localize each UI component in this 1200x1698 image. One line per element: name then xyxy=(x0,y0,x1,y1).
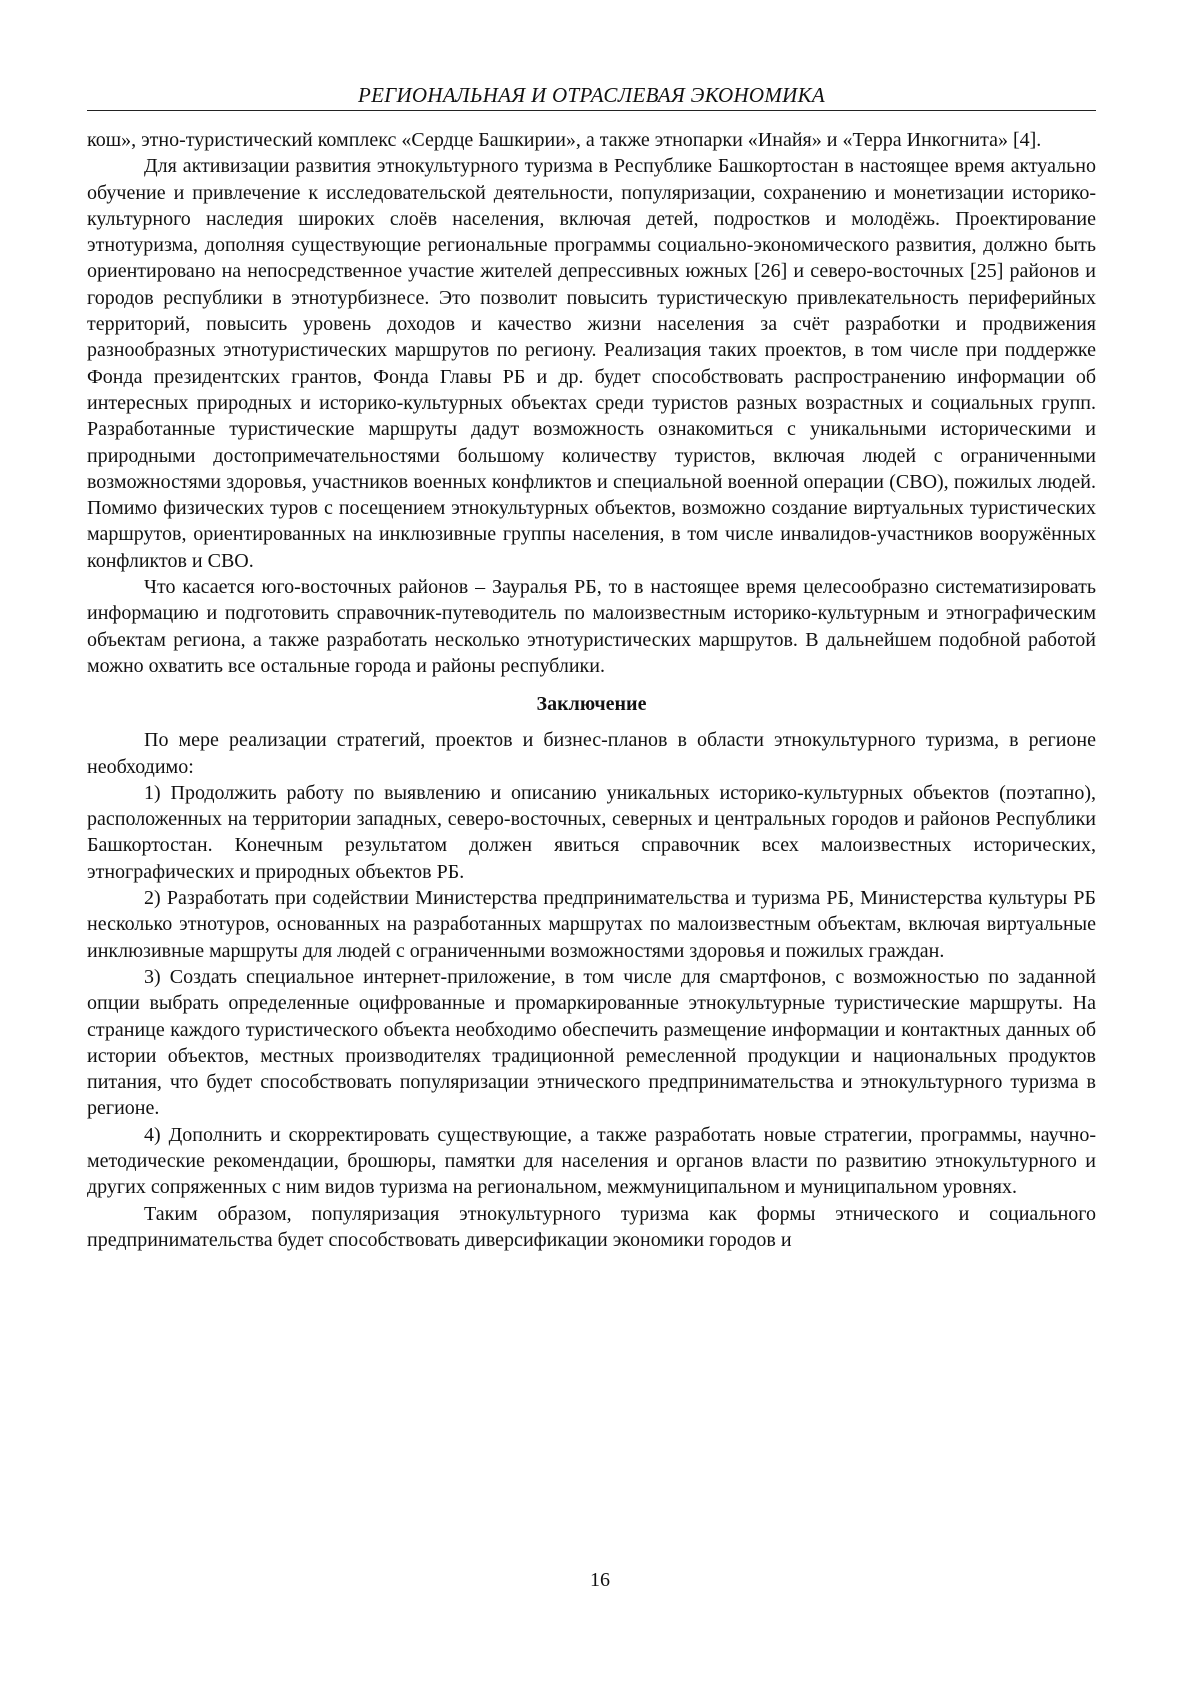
conclusion-item-3: 3) Создать специальное интернет-приложение, в том числе для смартфонов, с возможностью по заданной опции выбрать определенные оцифрованные и промаркированные этнокультурные туристические маршруты. На странице каждого туристического объекта необходимо обеспечить размещение информации и контактных данных об истории объектов, местных производителях традиционной ремесленной продукции и национальных продуктов питания, что будет способствовать популяризации этнического предпринимательства и этнокультурного туризма в регионе. xyxy=(87,964,1096,1122)
conclusion-intro: По мере реализации стратегий, проектов и бизнес-планов в области этнокультурного туризма, в регионе необходимо: xyxy=(87,727,1096,780)
page-number: 16 xyxy=(0,1568,1200,1592)
section-heading-conclusion: Заключение xyxy=(87,691,1096,717)
paragraph-trans-urals: Что касается юго-восточных районов – Зауралья РБ, то в настоящее время целесообразно систематизировать информацию и подготовить справочник-путеводитель по малоизвестным историко-культурным и этнографическим объектам региона, а также разработать несколько этнотуристических маршрутов. В дальнейшем подобной работой можно охватить все осталь­ные города и районы республики. xyxy=(87,574,1096,679)
article-body xyxy=(87,127,1096,1253)
conclusion-closing: Таким образом, популяризация этнокультурного туризма как формы этнического и социального предпринимательства будет способствовать диверсификации экономики городов и xyxy=(87,1201,1096,1254)
paragraph-ethnotourism-activation: Для активизации развития этнокультурного туризма в Республике Башкортостан в настоящее время актуально обучение и привлечение к исследовательской деятельности, популяризации, сохранению и монетизации историко-культурного наследия широких слоёв населения, включая детей, подростков и молодёжь. Проектирование этнотуризма, дополняя существующие региональные программы социально-экономического развития, должно быть ориентировано на непосредственное участие жителей депрессивных южных [26] и северо-восточных [25] районов и городов республики в этнотурбизнесе. Это позволит повысить туристическую привлекательность периферийных территорий, повысить уровень доходов и качество жизни населения за счёт разработки и продвижения разнообразных этнотуристических маршрутов по региону. Реализация таких проектов, в том числе при поддержке Фонда президентских грантов, Фонда Главы РБ и др. будет способствовать распространению информации об интересных природных и историко-культурных объектах среди туристов разных возрастных и социальных групп. Разработанные туристические маршруты дадут возможность ознакомиться с уникальными историческими и природными достопримечательностями большому количеству туристов, включая людей с ограниченными возможностями здоровья, участников военных конфликтов и специальной военной операции (СВО), пожилых людей. Помимо физических туров с посещением этнокультурных объектов, возможно создание виртуальных туристических маршрутов, ориентированных на инклюзивные группы населения, в том числе инвалидов-участников вооружённых конфликтов и СВО. xyxy=(87,153,1096,574)
conclusion-item-2: 2) Разработать при содействии Министерства предпринимательства и туризма РБ, Министерства культуры РБ несколько этнотуров, основанных на разработанных маршрутах по малоизвестным объектам, включая виртуальные инклюзивные маршруты для людей с ограниченными возможностями здоровья и пожилых граждан. xyxy=(87,885,1096,964)
running-header: РЕГИОНАЛЬНАЯ И ОТРАСЛЕВАЯ ЭКОНОМИКА xyxy=(87,82,1096,111)
conclusion-item-1: 1) Продолжить работу по выявлению и описанию уникальных историко-культурных объектов (поэтапно), расположенных на территории западных, северо-восточных, северных и центральных городов и районов Республики Башкортостан. Конечным результатом должен явиться справочник всех малоизвестных исторических, этнографических и природных объектов РБ. xyxy=(87,780,1096,885)
paragraph-continuation: кош», этно-туристический комплекс «Сердце Башкирии», а также этнопарки «Инайя» и «Терра Инкогнита» [4]. xyxy=(87,127,1096,153)
document-page xyxy=(87,82,1096,1253)
conclusion-item-4: 4) Дополнить и скорректировать существующие, а также разработать новые стратегии, программы, научно-методические рекомендации, брошюры, памятки для населения и органов власти по развитию этнокультурного и других сопряженных с ним видов туризма на региональном, межмуниципальном и муниципальном уровнях. xyxy=(87,1122,1096,1201)
